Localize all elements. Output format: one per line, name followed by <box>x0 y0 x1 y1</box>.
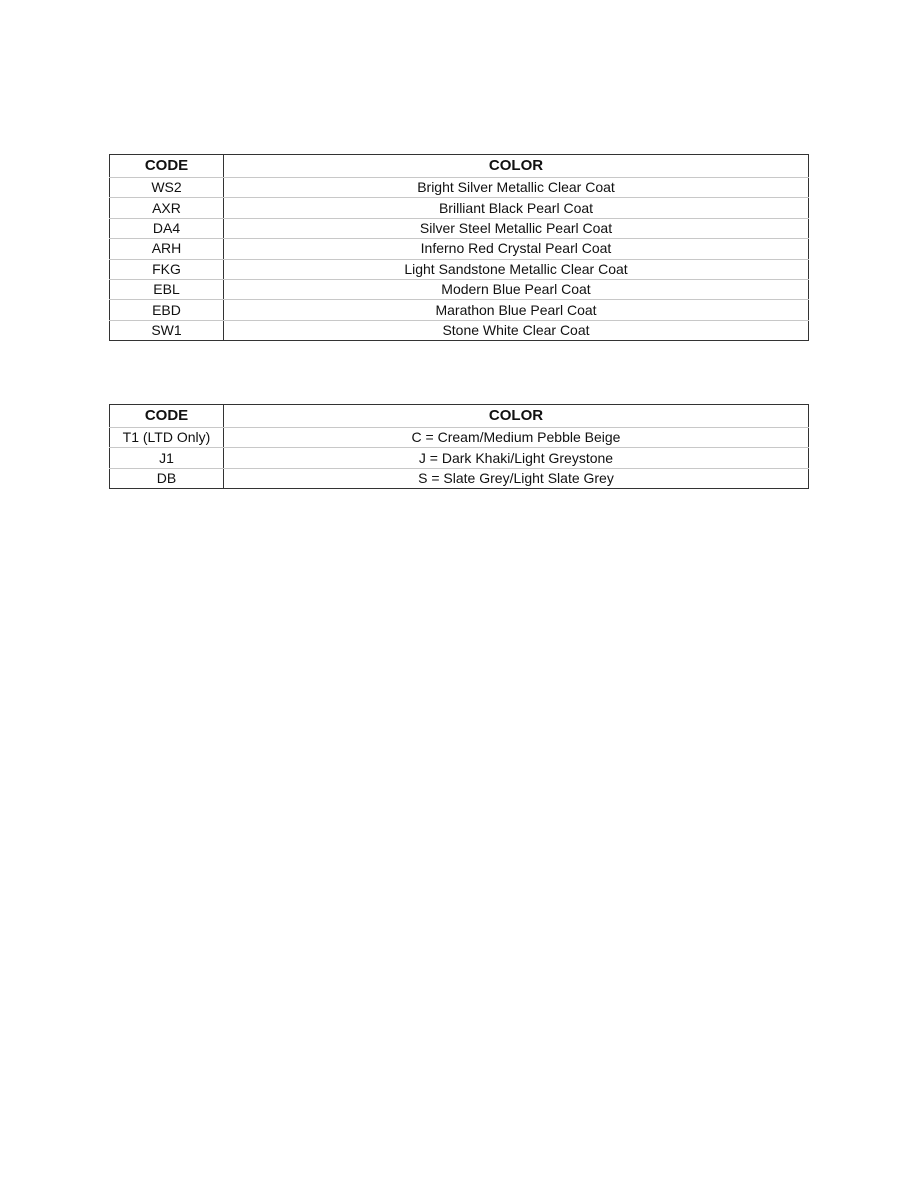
color-cell: C = Cream/Medium Pebble Beige <box>224 428 809 448</box>
table-row <box>110 198 809 218</box>
color-cell: Stone White Clear Coat <box>442 321 590 338</box>
table-row <box>110 428 809 448</box>
table-row <box>110 468 809 488</box>
color-cell: Light Sandstone Metallic Clear Coat <box>224 259 809 279</box>
code-cell: J1 <box>110 448 224 468</box>
code-cell: FKG <box>110 259 224 279</box>
code-cell: EBD <box>110 300 224 320</box>
table-header-row <box>110 155 809 178</box>
table-row <box>110 259 809 279</box>
color-column-header: COLOR <box>224 405 809 428</box>
code-cell: WS2 <box>110 178 224 198</box>
paint-code-table <box>109 154 809 341</box>
trim-code-table <box>109 404 809 489</box>
code-cell: ARH <box>110 239 224 259</box>
table-row <box>110 178 809 198</box>
color-cell: Modern Blue Pearl Coat <box>224 279 809 299</box>
color-cell: Bright Silver Metallic Clear Coat <box>224 178 809 198</box>
table-row <box>110 218 809 238</box>
table-header-row <box>110 405 809 428</box>
code-cell: SW1 <box>110 320 224 340</box>
code-cell: DA4 <box>110 218 224 238</box>
color-cell: Inferno Red Crystal Pearl Coat <box>224 239 809 259</box>
color-cell: Silver Steel Metallic Pearl Coat <box>224 218 809 238</box>
color-column-header: COLOR <box>224 155 809 178</box>
table-row <box>110 279 809 299</box>
code-column-header: CODE <box>110 405 224 428</box>
code-column-header: CODE <box>110 155 224 178</box>
code-cell: AXR <box>110 198 224 218</box>
code-cell: T1 (LTD Only) <box>110 428 224 448</box>
table-row <box>110 320 809 340</box>
code-cell: EBL <box>110 279 224 299</box>
color-cell: Brilliant Black Pearl Coat <box>224 198 809 218</box>
color-cell: Marathon Blue Pearl Coat <box>224 300 809 320</box>
color-cell: S = Slate Grey/Light Slate Grey <box>418 469 614 486</box>
table-row <box>110 239 809 259</box>
color-cell: J = Dark Khaki/Light Greystone <box>224 448 809 468</box>
table-row <box>110 300 809 320</box>
code-cell: DB <box>110 468 224 488</box>
table-row <box>110 448 809 468</box>
